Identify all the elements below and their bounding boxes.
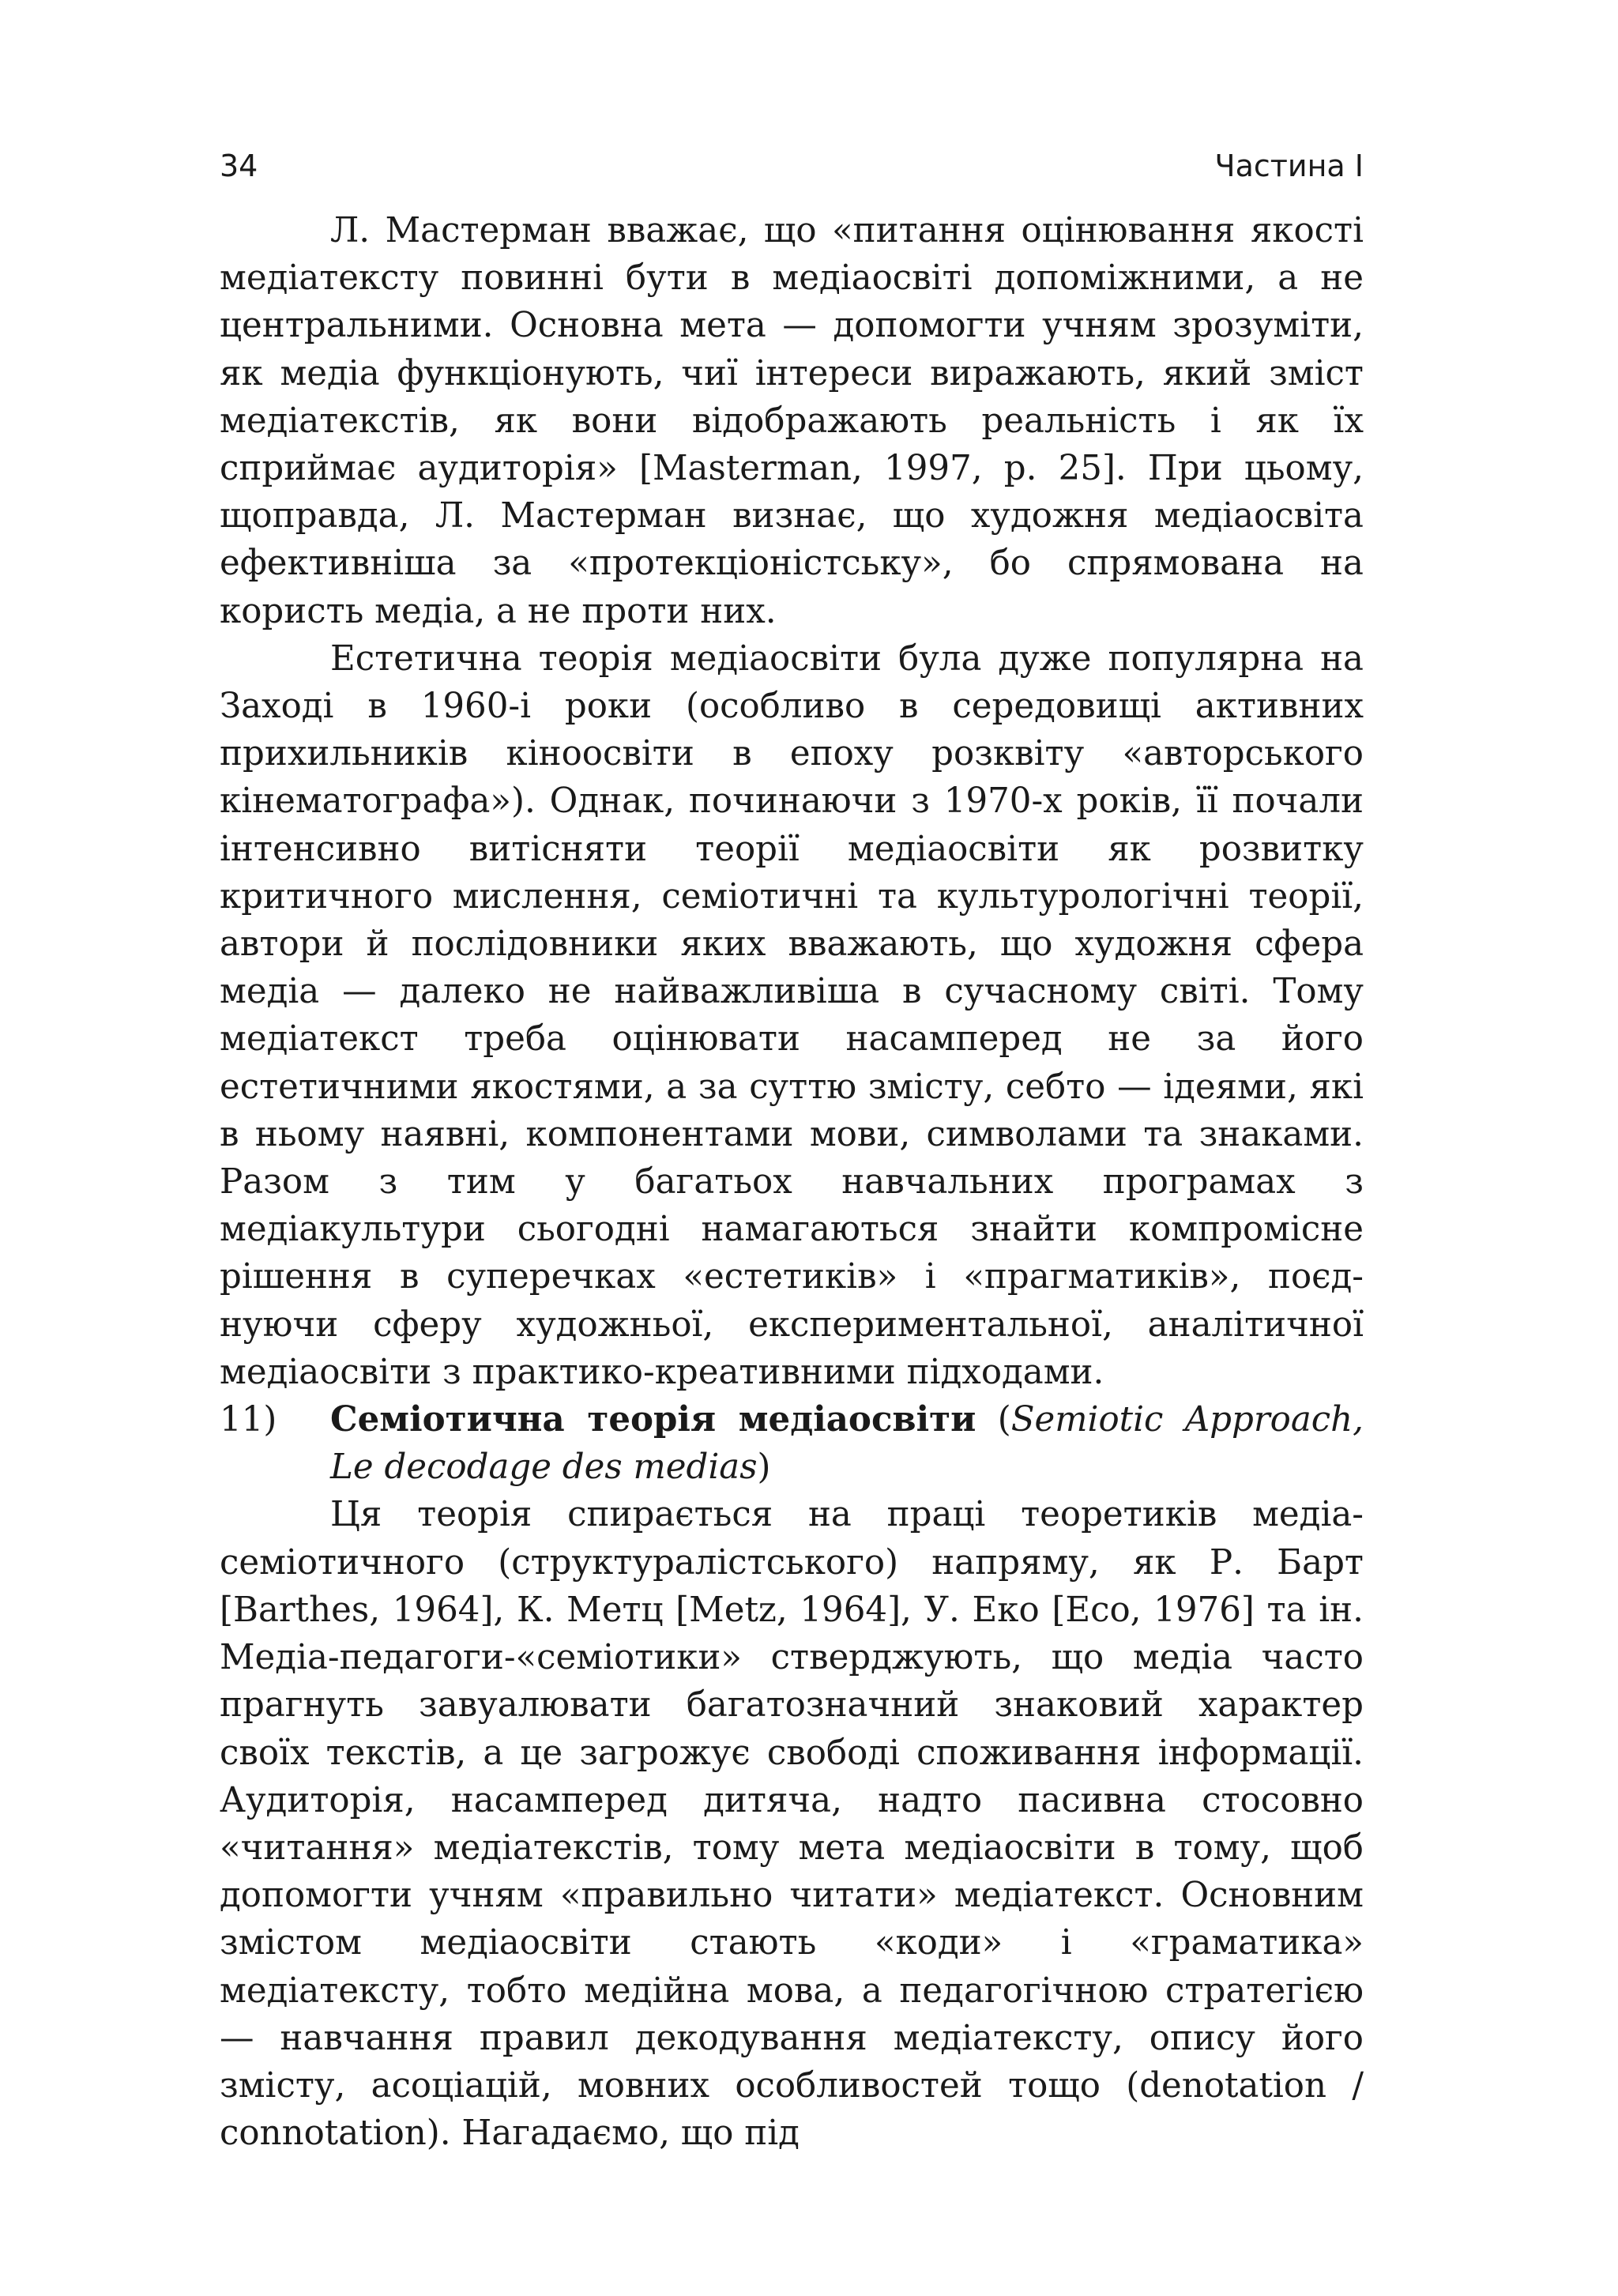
section-title-close-paren: ): [757, 1447, 771, 1488]
section-number: 11): [220, 1400, 277, 1440]
section-title-bold: Семіотична теорія медіаосвіти: [330, 1399, 976, 1440]
page-header: [220, 149, 1364, 193]
page-number: 34: [220, 149, 258, 183]
paragraph-semiotic-theory: Ця теорія спирається на праці теоретиків медіасеміотичного (структуралістського) напряму, як Р. Барт [Barthes, 1964], К. Метц [Metz, 1964], У. Еко [Eco, 1976] та ін. Медіа-педагоги-«семіотики» стверджують, що медіа часто прагнуть завуалювати багатозначний знаковий характер своїх текстів, а це загрожує свободі споживання інформації. Аудиторія, насамперед дитяча, надто пасивна стосовно «читання» медіатекстів, тому мета медіаосвіти в тому, щоб допомогти учням «правильно читати» медіатекст. Основним змістом медіаосвіти стають «коди» і «граматика» медіатексту, тобто медійна мова, а педагогічною стратегією — навчання правил декодування медіатексту, опису його змісту, асоціацій, мовних особливостей тощо (denotation / connotation). Нагадаємо, що під: [220, 1495, 1364, 2154]
running-head: Частина І: [1214, 149, 1364, 183]
section-title-italic: Semiotic Approach, Le decodage des medias: [330, 1400, 1364, 1488]
paragraph-masterman: Л. Мастерман вважає, що «питання оцінювання якості медіатексту повинні бути в медіаосвіті допоміжними, а не центральними. Основна мета — допомогти учням зрозуміти, як медіа функціонують, чиї інтереси виражають, який зміст медіатекстів, як вони відображають реальність і як їх сприймає аудиторія» [Masterman, 1997, p. 25]. При цьому, щоправда, Л. Мастерман визнає, що художня медіаосвіта ефективніша за «протекціоністську», бо спрямована на користь медіа, а не проти них.: [220, 211, 1364, 631]
page-body: [220, 207, 1364, 2157]
section-title-open-paren: (: [976, 1400, 1011, 1440]
section-title: [330, 1396, 1364, 1491]
section-heading: [220, 1396, 1364, 1491]
paragraph-aesthetic-theory: Естетична теорія медіаосвіти була дуже популярна на Заході в 1960-і роки (особливо в середовищі активних прихильників кіноосвіти в епоху розквіту «авторського кінематографа»). Однак, починаючи з 1970-х років, її почали інтенсивно витісняти теорії медіаосвіти як розвитку критичного мислення, семіотичні та культурологічні теорії, автори й послідовники яких вважають, що художня сфера медіа — далеко не найважливіша в сучасному світі. Тому медіатекст треба оцінювати насамперед не за його естетичними якостями, а за суттю змісту, себто — ідеями, які в ньому наявні, компонентами мови, символами та знаками. Разом з тим у багатьох навчальних програмах з медіакультури сьогодні намагаються знайти компромісне рішення в суперечках «естетиків» і «прагматиків», поєднуючи сферу художньої, експериментальної, аналітичної медіаосвіти з практико-креативними підходами.: [220, 638, 1364, 1392]
